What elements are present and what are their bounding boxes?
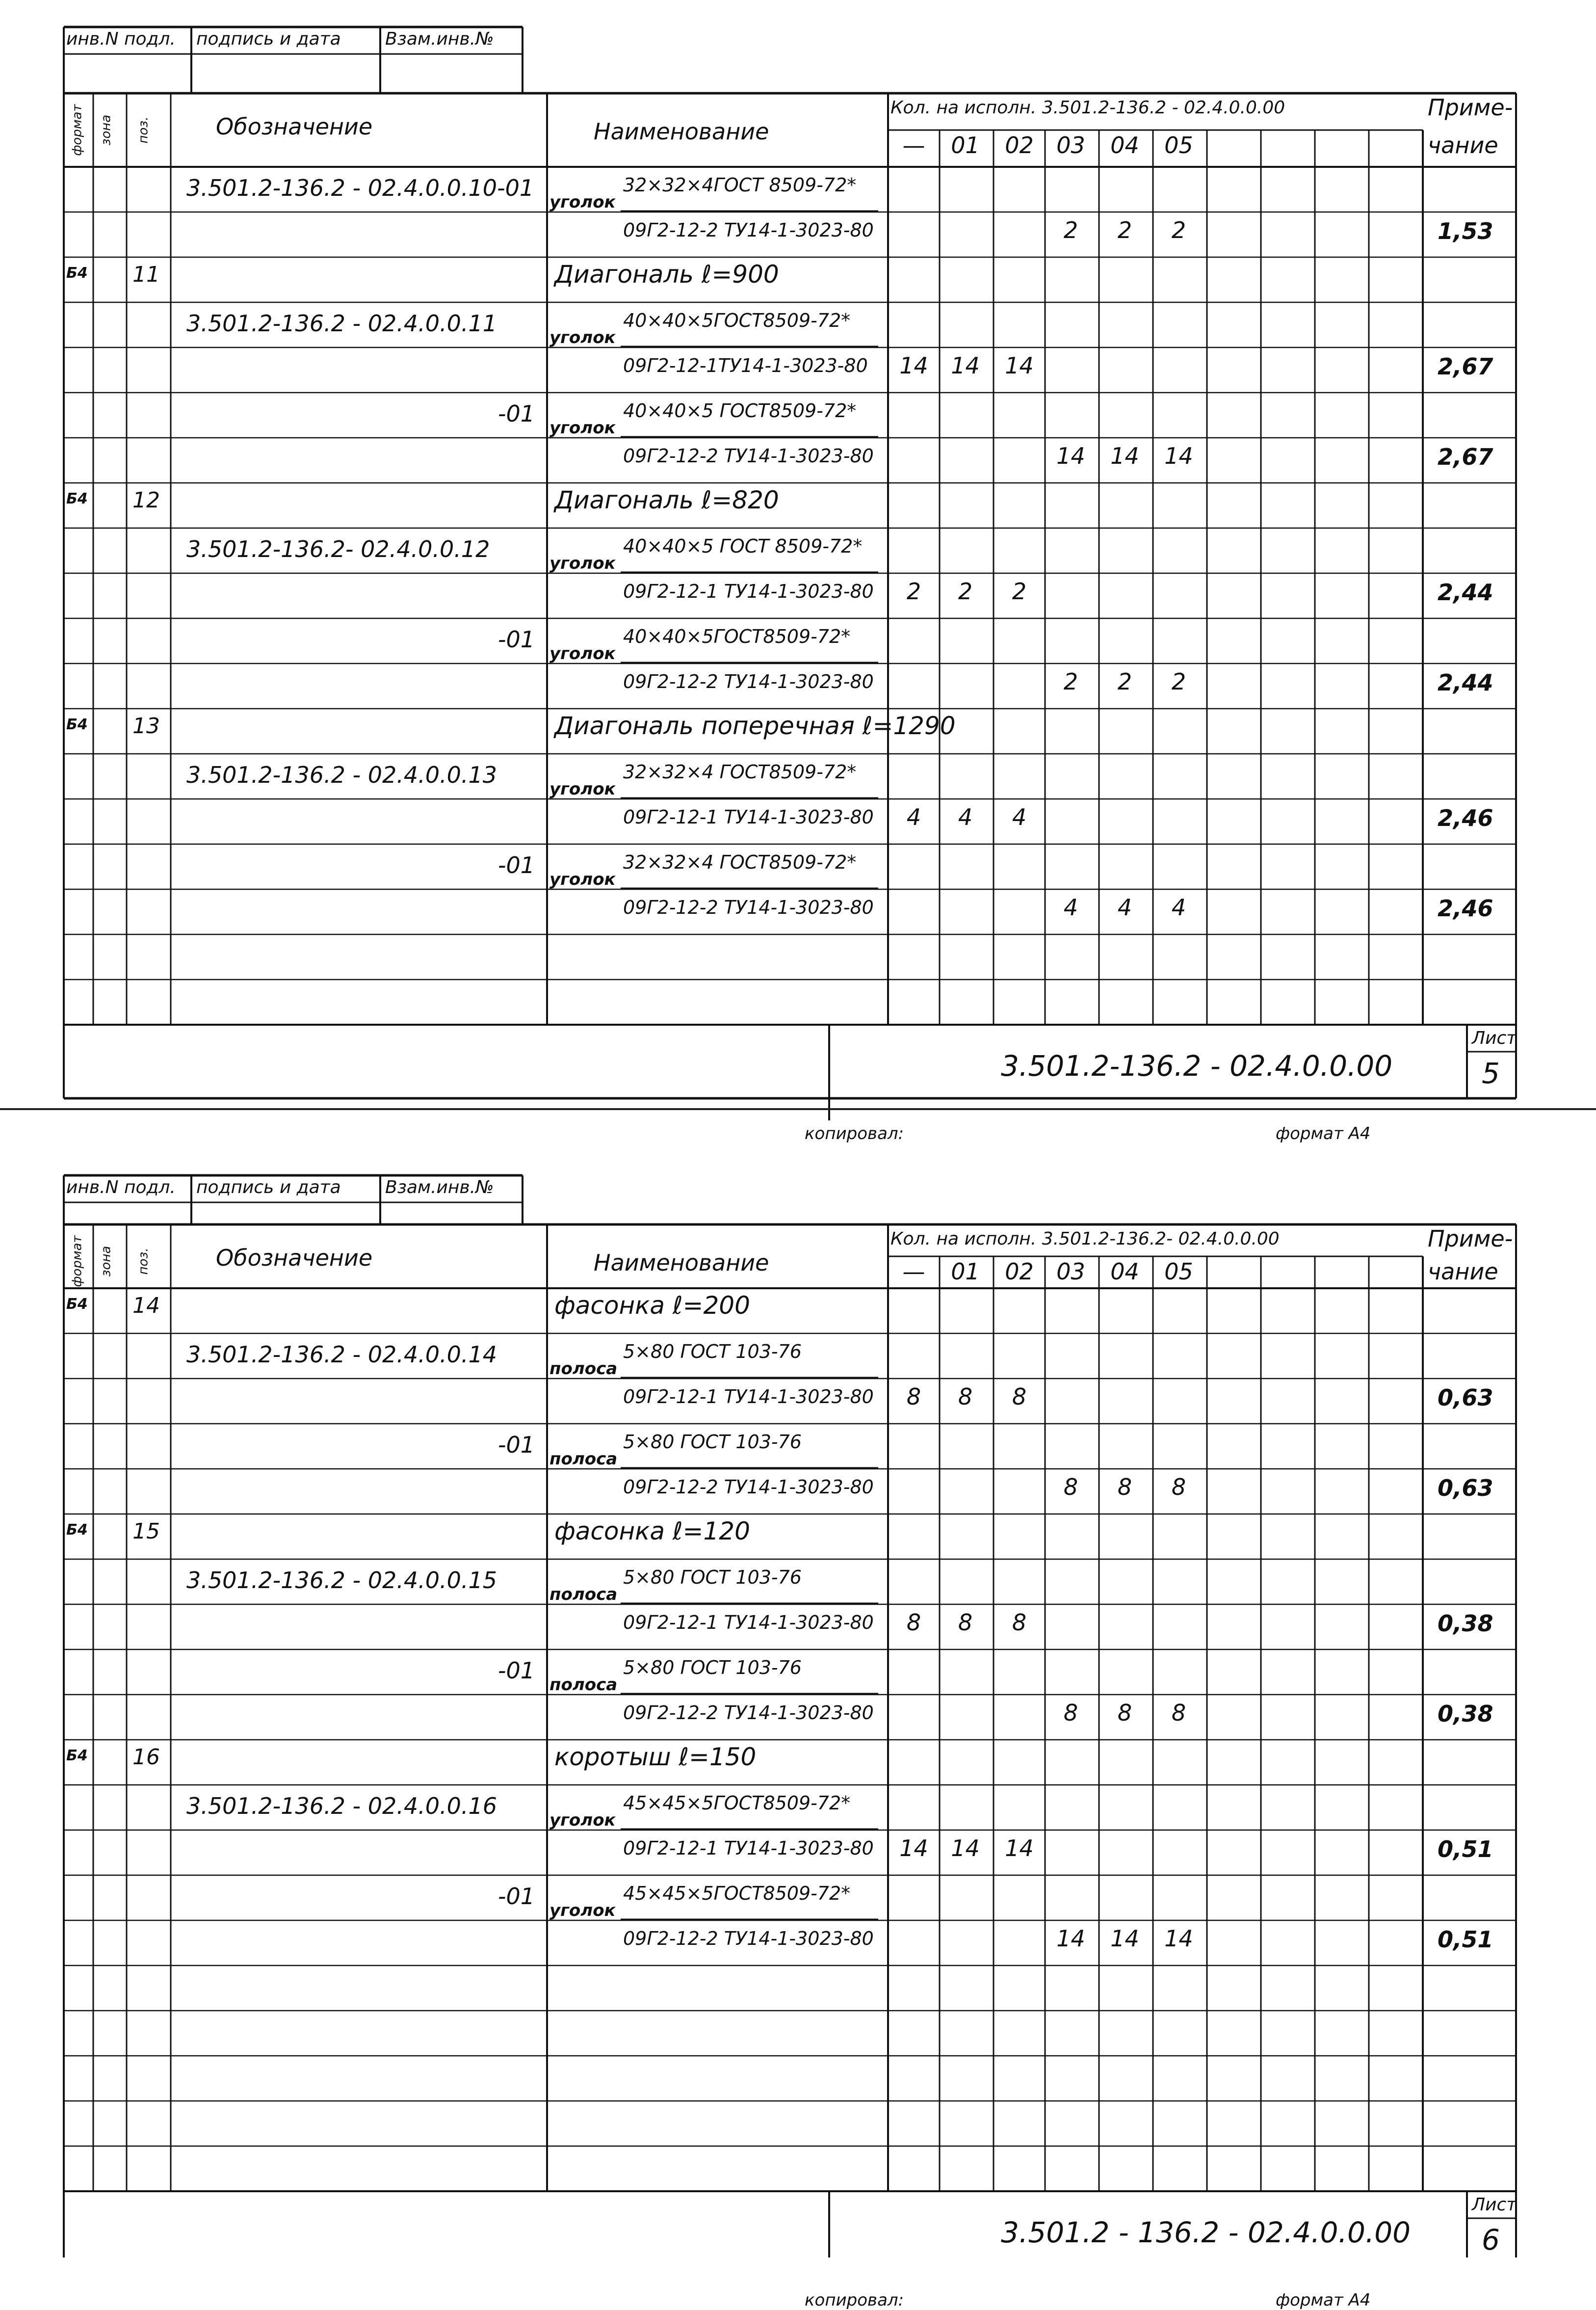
row-qty-cell: 4 (958, 804, 973, 830)
header-qty-title: Кол. на исполн. 3.501.2-136.2 - 02.4.0.0.00 (890, 98, 1285, 118)
stamp-vzam: Взам.инв.№ (385, 1177, 494, 1197)
stamp-inv-podl: инв.N подл. (66, 1177, 176, 1197)
row-note: 0,63 (1438, 1475, 1493, 1501)
header-note: Приме- (1428, 1225, 1513, 1252)
footer-copied: копировал: (805, 1124, 904, 1143)
row-position: 16 (132, 1745, 160, 1770)
title-block-list-number: 5 (1482, 1057, 1500, 1090)
row-format: Б4 (66, 265, 88, 282)
row-profile: 45×45×5ГОСТ8509-72* (623, 1792, 851, 1814)
row-name: Диагональ ℓ=820 (554, 486, 779, 514)
title-block-code: 3.501.2-136.2 - 02.4.0.0.00 (1001, 1049, 1393, 1083)
row-format: Б4 (66, 1521, 88, 1539)
row-qty-cell: 4 (1012, 804, 1027, 830)
header-zona: зона (99, 114, 114, 146)
row-qty-cell: 4 (1063, 894, 1078, 921)
header-qty-col: 05 (1164, 132, 1193, 159)
header-note: чание (1428, 1258, 1498, 1285)
row-designation: -01 (497, 1883, 535, 1910)
row-note: 2,44 (1438, 579, 1493, 606)
row-qty-cell: 8 (1063, 1474, 1078, 1500)
row-qty-cell: 2 (1063, 668, 1078, 695)
row-qty-cell: 14 (951, 1835, 980, 1861)
row-format: Б4 (66, 490, 88, 507)
row-qty-cell: 8 (1063, 1699, 1078, 1726)
row-note: 2,44 (1438, 669, 1493, 696)
row-format: Б4 (66, 1296, 88, 1313)
row-note: 0,51 (1438, 1926, 1493, 1953)
row-position: 13 (132, 714, 160, 739)
row-steel-grade: 09Г2-12-2 ТУ14-1-3023-80 (623, 671, 874, 692)
row-qty-cell: 14 (899, 352, 928, 379)
header-qty-col: 02 (1005, 1258, 1034, 1285)
row-material-type: уголок (549, 1901, 616, 1920)
row-qty-cell: 14 (1005, 1835, 1034, 1861)
row-material-type: уголок (549, 1810, 616, 1830)
row-material-type: уголок (549, 644, 616, 664)
row-qty-cell: 2 (1117, 668, 1132, 695)
row-designation: 3.501.2-136.2 - 02.4.0.0.11 (186, 310, 497, 337)
row-qty-cell: 8 (1117, 1474, 1132, 1500)
row-designation: -01 (497, 852, 535, 878)
row-name: Диагональ ℓ=900 (554, 260, 779, 289)
row-qty-cell: 14 (899, 1835, 928, 1861)
row-format: Б4 (66, 716, 88, 733)
header-name: Наименование (594, 118, 769, 145)
row-designation: -01 (497, 400, 535, 427)
row-profile: 32×32×4ГОСТ 8509-72* (623, 174, 857, 196)
row-position: 15 (132, 1519, 160, 1544)
row-material-type: уголок (549, 328, 616, 347)
sheet-divider (0, 1108, 1596, 1110)
row-qty-cell: 14 (1110, 443, 1139, 469)
row-designation: -01 (497, 1432, 535, 1458)
row-note: 2,46 (1438, 805, 1493, 831)
header-qty-title: Кол. на исполн. 3.501.2-136.2- 02.4.0.0.00 (890, 1229, 1280, 1249)
row-steel-grade: 09Г2-12-1 ТУ14-1-3023-80 (623, 806, 874, 828)
row-qty-cell: 2 (1171, 668, 1186, 695)
row-qty-cell: 8 (958, 1383, 973, 1410)
row-format: Б4 (66, 1747, 88, 1764)
stamp-vzam: Взам.инв.№ (385, 29, 494, 49)
row-steel-grade: 09Г2-12-1 ТУ14-1-3023-80 (623, 1612, 874, 1633)
row-profile: 5×80 ГОСТ 103-76 (623, 1431, 802, 1453)
row-profile: 45×45×5ГОСТ8509-72* (623, 1883, 851, 1904)
header-format: формат (70, 104, 85, 156)
row-material-type: уголок (549, 192, 616, 212)
header-qty-col: 04 (1110, 132, 1139, 159)
row-steel-grade: 09Г2-12-2 ТУ14-1-3023-80 (623, 1476, 874, 1498)
stamp-podpis: подпись и дата (196, 1177, 341, 1197)
row-note: 2,67 (1438, 353, 1493, 380)
row-qty-cell: 8 (1012, 1609, 1027, 1636)
row-qty-cell: 2 (1117, 217, 1132, 243)
row-designation: 3.501.2-136.2 - 02.4.0.0.13 (186, 762, 497, 788)
row-material-type: полоса (549, 1449, 618, 1469)
row-position: 14 (132, 1293, 160, 1318)
row-material-type: полоса (549, 1675, 618, 1695)
row-note: 1,53 (1438, 218, 1493, 244)
row-qty-cell: 8 (906, 1383, 921, 1410)
header-qty-col: 03 (1056, 1258, 1085, 1285)
header-qty-col: — (902, 1258, 925, 1285)
header-qty-col: 02 (1005, 132, 1034, 159)
header-qty-col: — (902, 132, 925, 159)
row-designation: -01 (497, 626, 535, 653)
row-material-type: полоса (549, 1585, 618, 1604)
row-qty-cell: 4 (1117, 894, 1132, 921)
row-steel-grade: 09Г2-12-2 ТУ14-1-3023-80 (623, 219, 874, 241)
row-designation: 3.501.2-136.2 - 02.4.0.0.10-01 (186, 175, 534, 201)
header-qty-col: 03 (1056, 132, 1085, 159)
row-qty-cell: 8 (958, 1609, 973, 1636)
row-qty-cell: 8 (1171, 1474, 1186, 1500)
title-block-list-label: Лист (1472, 2195, 1517, 2215)
row-qty-cell: 14 (1164, 1925, 1193, 1952)
row-qty-cell: 2 (1063, 217, 1078, 243)
row-qty-cell: 8 (1117, 1699, 1132, 1726)
row-note: 0,51 (1438, 1836, 1493, 1862)
row-material-type: уголок (549, 779, 616, 799)
row-profile: 32×32×4 ГОСТ8509-72* (623, 761, 857, 783)
row-qty-cell: 14 (1056, 1925, 1085, 1952)
row-note: 0,38 (1438, 1700, 1493, 1727)
row-note: 2,46 (1438, 895, 1493, 922)
row-profile: 5×80 ГОСТ 103-76 (623, 1567, 802, 1588)
stamp-inv-podl: инв.N подл. (66, 29, 176, 49)
row-name: Диагональ поперечная ℓ=1290 (554, 712, 956, 740)
row-designation: 3.501.2-136.2 - 02.4.0.0.14 (186, 1341, 497, 1368)
header-qty-col: 01 (951, 1258, 980, 1285)
header-poz: поз. (136, 1248, 151, 1275)
row-qty-cell: 14 (1056, 443, 1085, 469)
row-profile: 5×80 ГОСТ 103-76 (623, 1657, 802, 1678)
row-steel-grade: 09Г2-12-2 ТУ14-1-3023-80 (623, 445, 874, 467)
row-steel-grade: 09Г2-12-1 ТУ14-1-3023-80 (623, 1837, 874, 1859)
header-qty-col: 04 (1110, 1258, 1139, 1285)
row-profile: 40×40×5 ГОСТ 8509-72* (623, 535, 863, 557)
header-note: чание (1428, 132, 1498, 159)
header-note: Приме- (1428, 94, 1513, 121)
row-position: 12 (132, 488, 160, 513)
row-note: 0,63 (1438, 1384, 1493, 1411)
row-material-type: полоса (549, 1359, 618, 1379)
header-poz: поз. (136, 116, 151, 144)
row-profile: 40×40×5 ГОСТ8509-72* (623, 400, 857, 422)
row-name: фасонка ℓ=200 (554, 1291, 750, 1320)
row-qty-cell: 2 (958, 578, 973, 605)
row-name: фасонка ℓ=120 (554, 1517, 750, 1545)
row-position: 11 (132, 262, 160, 287)
header-name: Наименование (594, 1249, 769, 1276)
sheet-1 (0, 0, 1596, 1143)
title-block-code: 3.501.2 - 136.2 - 02.4.0.0.00 (1001, 2216, 1411, 2249)
header-designation: Обозначение (216, 1245, 373, 1271)
row-qty-cell: 2 (1012, 578, 1027, 605)
row-qty-cell: 2 (906, 578, 921, 605)
row-designation: 3.501.2-136.2- 02.4.0.0.12 (186, 536, 490, 562)
row-designation: 3.501.2-136.2 - 02.4.0.0.16 (186, 1793, 497, 1819)
row-qty-cell: 4 (906, 804, 921, 830)
footer-format: формат А4 (1276, 2290, 1371, 2310)
header-qty-col: 01 (951, 132, 980, 159)
row-steel-grade: 09Г2-12-1 ТУ14-1-3023-80 (623, 581, 874, 602)
header-format: формат (70, 1235, 85, 1287)
row-note: 2,67 (1438, 444, 1493, 470)
row-name: коротыш ℓ=150 (554, 1743, 757, 1771)
header-zona: зона (99, 1246, 114, 1277)
row-qty-cell: 8 (1171, 1699, 1186, 1726)
row-designation: -01 (497, 1657, 535, 1684)
row-profile: 40×40×5ГОСТ8509-72* (623, 626, 851, 647)
row-qty-cell: 8 (906, 1609, 921, 1636)
row-qty-cell: 14 (1005, 352, 1034, 379)
row-steel-grade: 09Г2-12-1ТУ14-1-3023-80 (623, 355, 868, 376)
row-note: 0,38 (1438, 1610, 1493, 1637)
title-block-list-number: 6 (1482, 2223, 1500, 2257)
row-designation: 3.501.2-136.2 - 02.4.0.0.15 (186, 1567, 497, 1593)
header-qty-col: 05 (1164, 1258, 1193, 1285)
row-qty-cell: 14 (1164, 443, 1193, 469)
row-qty-cell: 4 (1171, 894, 1186, 921)
row-material-type: уголок (549, 554, 616, 573)
row-steel-grade: 09Г2-12-2 ТУ14-1-3023-80 (623, 897, 874, 918)
sheet-2 (0, 1148, 1596, 2310)
row-profile: 5×80 ГОСТ 103-76 (623, 1341, 802, 1362)
row-steel-grade: 09Г2-12-2 ТУ14-1-3023-80 (623, 1928, 874, 1949)
row-material-type: уголок (549, 870, 616, 889)
title-block-list-label: Лист (1472, 1028, 1517, 1048)
row-material-type: уголок (549, 418, 616, 438)
row-steel-grade: 09Г2-12-2 ТУ14-1-3023-80 (623, 1702, 874, 1724)
stamp-podpis: подпись и дата (196, 29, 341, 49)
row-qty-cell: 14 (1110, 1925, 1139, 1952)
row-qty-cell: 2 (1171, 217, 1186, 243)
footer-copied: копировал: (805, 2290, 904, 2310)
row-qty-cell: 14 (951, 352, 980, 379)
header-designation: Обозначение (216, 113, 373, 140)
row-profile: 40×40×5ГОСТ8509-72* (623, 310, 851, 331)
row-steel-grade: 09Г2-12-1 ТУ14-1-3023-80 (623, 1386, 874, 1407)
row-profile: 32×32×4 ГОСТ8509-72* (623, 851, 857, 873)
row-qty-cell: 8 (1012, 1383, 1027, 1410)
footer-format: формат А4 (1276, 1124, 1371, 1143)
